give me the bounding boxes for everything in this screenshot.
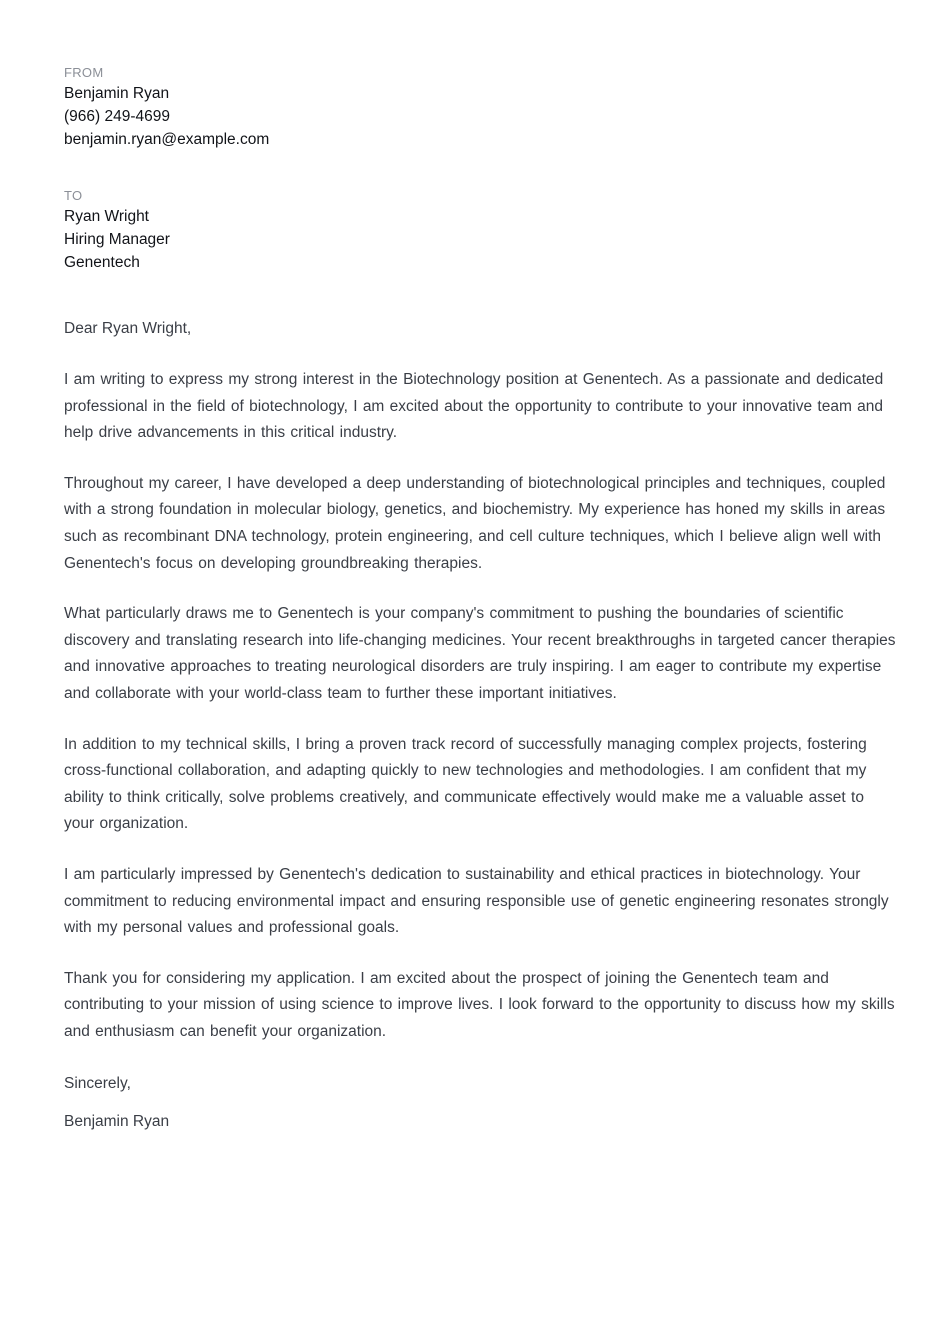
recipient-title: Hiring Manager (64, 231, 170, 248)
sender-email: benjamin.ryan@example.com (64, 131, 270, 148)
recipient-block (64, 187, 896, 274)
recipient-name: Ryan Wright (64, 208, 149, 225)
recipient-company: Genentech (64, 254, 140, 271)
body-paragraph: In addition to my technical skills, I bring a proven track record of successfully managing complex projects, fostering cross-functional collaboration, and adapting quickly to new technologies and methodologies. I am confident that my ability to think critically, solve problems creatively, and communicate effectively would make me a valuable asset to your organization. (64, 735, 867, 833)
sender-phone: (966) 249-4699 (64, 108, 170, 125)
salutation: Dear Ryan Wright, (64, 320, 192, 337)
signature-name: Benjamin Ryan (64, 1113, 170, 1131)
body-paragraph: What particularly draws me to Genentech is your company's commitment to pushing the boundaries of scientific discovery and translating research into life-changing medicines. Your recent breakthroughs in targeted cancer therapies and innovative approaches to treating neurological disorders are truly inspiring. I am eager to contribute my expertise and collaborate with your world-class team to further these important initiatives. (64, 605, 896, 702)
closing: Sincerely, (64, 1075, 131, 1093)
from-label: FROM (64, 65, 104, 80)
letter-body (64, 367, 896, 1045)
sender-name: Benjamin Ryan (64, 85, 170, 102)
body-paragraph: I am writing to express my strong interest in the Biotechnology position at Genentech. As a passionate and dedicated professional in the field of biotechnology, I am excited about the opportunity to contribute to your innovative team and help drive advancements in this critical industry. (64, 371, 884, 442)
sender-block (64, 64, 896, 151)
to-label: TO (64, 188, 83, 203)
body-paragraph: Thank you for considering my application. I am excited about the prospect of joining the Genentech team and contributing to your mission of using science to improve lives. I look forward to the opportunity to discuss how my skills and enthusiasm can benefit your organization. (64, 969, 895, 1040)
body-paragraph: I am particularly impressed by Genentech's dedication to sustainability and ethical practices in biotechnology. Your commitment to reducing environmental impact and ensuring responsible use of genetic engineering resonates strongly with my personal values and professional goals. (64, 865, 889, 937)
body-paragraph: Throughout my career, I have developed a deep understanding of biotechnological principles and techniques, coupled with a strong foundation in molecular biology, genetics, and biochemistry. My experience has honed my skills in areas such as recombinant DNA technology, protein engineering, and cell culture techniques, which I believe align well with Genentech's focus on developing groundbreaking therapies. (64, 474, 886, 572)
